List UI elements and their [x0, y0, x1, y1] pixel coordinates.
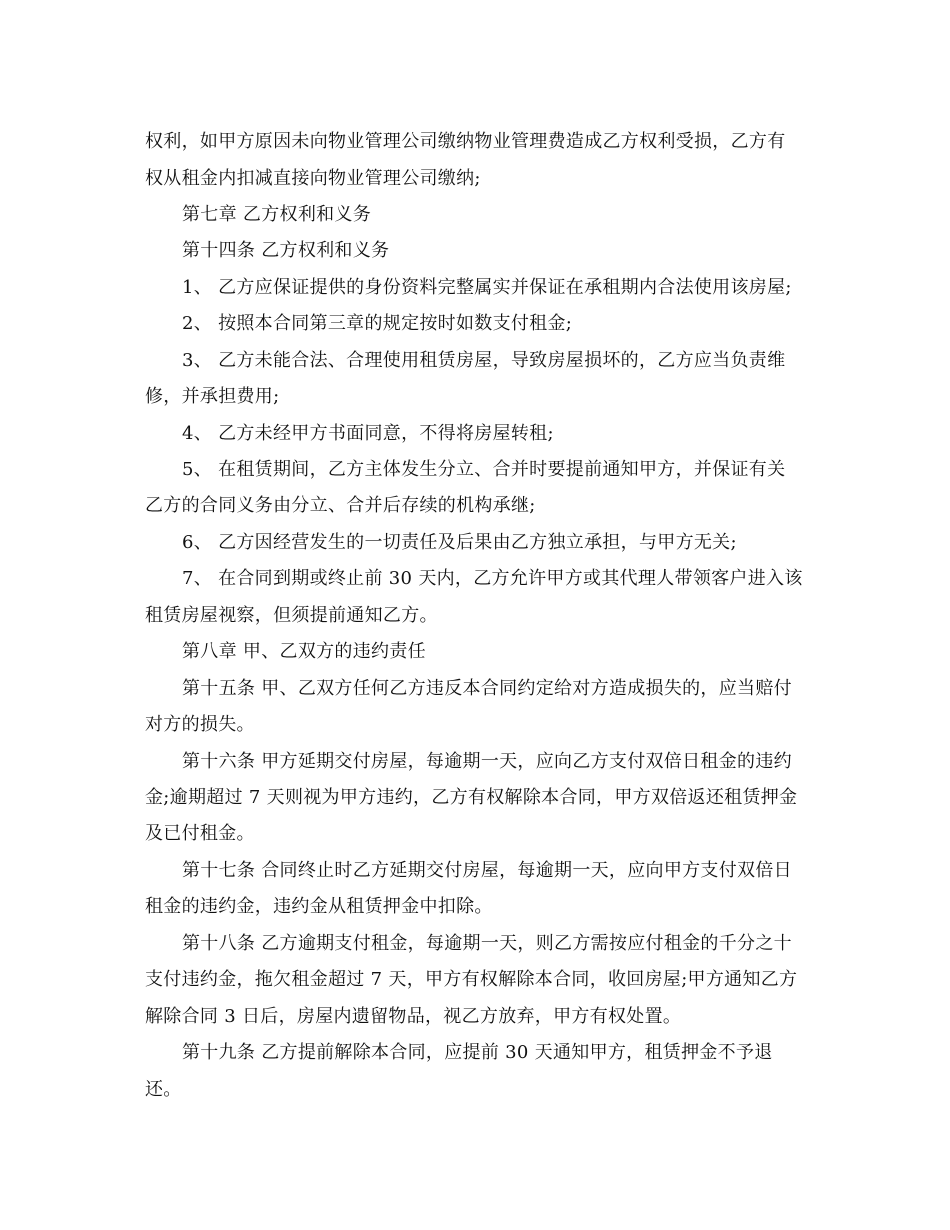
text-line: 5、 在租赁期间，乙方主体发生分立、合并时要提前通知甲方，并保证有关: [182, 459, 786, 480]
text-line: 1、 乙方应保证提供的身份资料完整属实并保证在承租期内合法使用该房屋;: [182, 277, 792, 298]
text-line: 2、 按照本合同第三章的规定按时如数支付租金;: [182, 313, 573, 334]
text-line: 权从租金内扣减直接向物业管理公司缴纳;: [145, 168, 481, 189]
text-line: 第十五条 甲、乙双方任何乙方违反本合同约定给对方造成损失的，应当赔付: [182, 678, 792, 699]
text-line: 解除合同 3 日后，房屋内遗留物品，视乙方放弃，甲方有权处置。: [145, 1006, 682, 1027]
text-line: 还。: [145, 1079, 182, 1100]
chapter-heading: 第七章 乙方权利和义务: [182, 204, 372, 225]
text-line: 及已付租金。: [145, 823, 255, 844]
text-line: 第十七条 合同终止时乙方延期交付房屋，每逾期一天，应向甲方支付双倍日: [182, 860, 792, 881]
text-line: 第十九条 乙方提前解除本合同，应提前 30 天通知甲方，租赁押金不予退: [182, 1042, 773, 1063]
text-line: 对方的损失。: [145, 714, 255, 735]
text-line: 金;逾期超过 7 天则视为甲方违约，乙方有权解除本合同，甲方双倍返还租赁押金: [145, 787, 798, 808]
text-line: 4、 乙方未经甲方书面同意，不得将房屋转租;: [182, 423, 554, 444]
text-line: 租金的违约金，违约金从租赁押金中扣除。: [145, 896, 493, 917]
text-line: 乙方的合同义务由分立、合并后存续的机构承继;: [145, 495, 536, 516]
text-line: 租赁房屋视察，但须提前通知乙方。: [145, 605, 438, 626]
text-line: 7、 在合同到期或终止前 30 天内，乙方允许甲方或其代理人带领客户进入该: [182, 568, 803, 589]
article-heading: 第十四条 乙方权利和义务: [182, 240, 390, 261]
text-line: 6、 乙方因经营发生的一切责任及后果由乙方独立承担，与甲方无关;: [182, 532, 737, 553]
text-line: 3、 乙方未能合法、合理使用租赁房屋，导致房屋损坏的，乙方应当负责维: [182, 350, 786, 371]
text-line: 第十八条 乙方逾期支付租金，每逾期一天，则乙方需按应付租金的千分之十: [182, 933, 792, 954]
text-line: 修，并承担费用;: [145, 386, 280, 407]
text-line: 第十六条 甲方延期交付房屋，每逾期一天，应向乙方支付双倍日租金的违约: [182, 751, 792, 772]
text-line: 支付违约金，拖欠租金超过 7 天，甲方有权解除本合同，收回房屋;甲方通知乙方: [145, 969, 798, 990]
text-line: 权利，如甲方原因未向物业管理公司缴纳物业管理费造成乙方权利受损，乙方有: [145, 131, 786, 152]
chapter-heading: 第八章 甲、乙双方的违约责任: [182, 641, 426, 662]
